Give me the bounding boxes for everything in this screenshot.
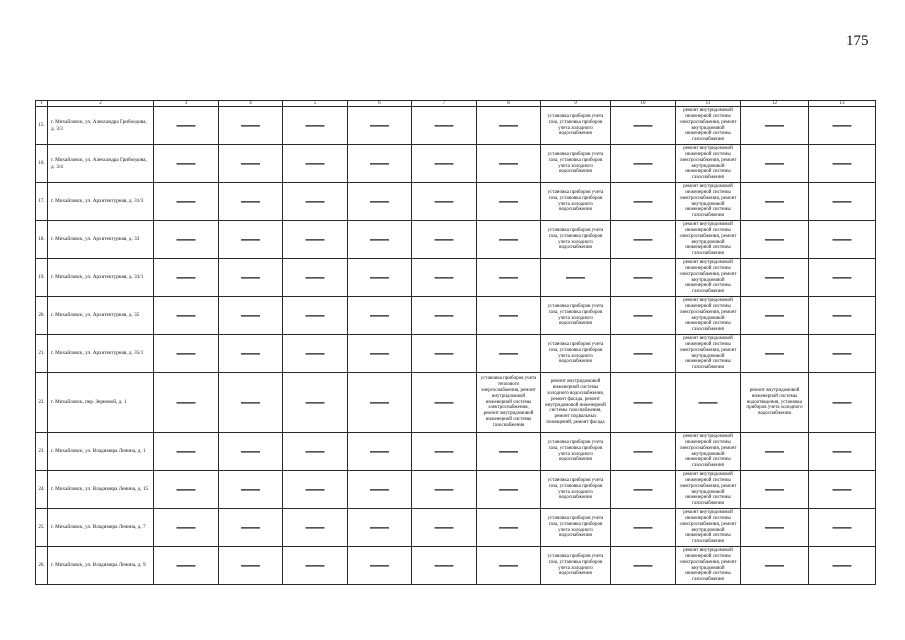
row-number: 25. xyxy=(36,509,48,547)
empty-dash-cell: — xyxy=(741,297,809,335)
work-description-cell: ремонт внутридомовой инженерной системы электроснабжения, ремонт внутридомовой инженерной системы газоснабжения xyxy=(676,335,741,373)
address-cell: г. Михайловск, пер. Зерновой, д. 1 xyxy=(48,373,154,433)
work-description-cell: ремонт внутридомовой инженерной системы электроснабжения, ремонт внутридомовой инженерной системы газоснабжения xyxy=(676,183,741,221)
address-cell: г. Михайловск, ул. Владимира Ленина, д. 1 xyxy=(48,433,154,471)
empty-dash-cell: — xyxy=(809,547,876,585)
address-cell: г. Михайловск, ул. Александра Грибоедова, д. 3/4 xyxy=(48,145,154,183)
empty-dash-cell: — xyxy=(611,259,676,297)
empty-dash-cell: — xyxy=(154,259,219,297)
empty-dash-cell: — xyxy=(348,297,412,335)
empty-dash-cell: — xyxy=(412,297,477,335)
works-table xyxy=(35,100,876,585)
empty-dash-cell: — xyxy=(412,433,477,471)
table-row xyxy=(36,335,876,373)
empty-dash-cell: — xyxy=(154,335,219,373)
empty-dash-cell: — xyxy=(809,145,876,183)
empty-dash-cell: — xyxy=(412,145,477,183)
column-header-2: 2 xyxy=(48,101,154,107)
empty-dash-cell: — xyxy=(477,433,541,471)
empty-dash-cell: — xyxy=(348,547,412,585)
empty-dash-cell: — xyxy=(283,145,348,183)
empty-dash-cell: — xyxy=(219,107,283,145)
empty-dash-cell: — xyxy=(154,107,219,145)
empty-dash-cell: — xyxy=(611,433,676,471)
work-description-cell: ремонт внутридомовой инженерной системы электроснабжения, ремонт внутридомовой инженерной системы газоснабжения xyxy=(676,259,741,297)
address-cell: г. Михайловск, ул. Владимира Ленина, д. 7 xyxy=(48,509,154,547)
empty-dash-cell: — xyxy=(154,471,219,509)
empty-dash-cell: — xyxy=(219,433,283,471)
empty-dash-cell: — xyxy=(741,259,809,297)
row-number: 23. xyxy=(36,433,48,471)
row-number: 21. xyxy=(36,335,48,373)
empty-dash-cell: — xyxy=(283,509,348,547)
empty-dash-cell: — xyxy=(611,183,676,221)
empty-dash-cell: — xyxy=(477,509,541,547)
empty-dash-cell: — xyxy=(477,547,541,585)
empty-dash-cell: — xyxy=(283,107,348,145)
empty-dash-cell: — xyxy=(611,145,676,183)
empty-dash-cell: — xyxy=(154,183,219,221)
empty-dash-cell: — xyxy=(809,509,876,547)
empty-dash-cell: — xyxy=(283,297,348,335)
column-header-11: 11 xyxy=(676,101,741,107)
address-cell: г. Михайловск, ул. Владимира Ленина, д. 9 xyxy=(48,547,154,585)
empty-dash-cell: — xyxy=(611,471,676,509)
empty-dash-cell: — xyxy=(541,259,611,297)
column-header-4: 4 xyxy=(219,101,283,107)
empty-dash-cell: — xyxy=(219,145,283,183)
address-cell: г. Михайловск, ул. Архитектурная, д. 35 xyxy=(48,297,154,335)
work-description-cell: ремонт внутридомовой инженерной системы электроснабжения, ремонт внутридомовой инженерной системы газоснабжения xyxy=(676,547,741,585)
work-description-cell: ремонт внутридомовой инженерной системы водоотведения, установка приборов учета холодного водоснабжения xyxy=(741,373,809,433)
empty-dash-cell: — xyxy=(348,433,412,471)
empty-dash-cell: — xyxy=(477,335,541,373)
column-header-12: 12 xyxy=(741,101,809,107)
empty-dash-cell: — xyxy=(809,471,876,509)
work-description-cell: установка приборов учета газа, установка приборов учета холодного водоснабжения xyxy=(541,547,611,585)
work-description-cell: установка приборов учета теплового энергоснабжения, ремонт внутридомовой инженерной системы электроснабжения, ремонт внутридомовой инженерной системы газоснабжения xyxy=(477,373,541,433)
empty-dash-cell: — xyxy=(154,547,219,585)
empty-dash-cell: — xyxy=(412,221,477,259)
row-number: 17. xyxy=(36,183,48,221)
empty-dash-cell: — xyxy=(477,107,541,145)
work-description-cell: установка приборов учета газа, установка приборов учета холодного водоснабжения xyxy=(541,509,611,547)
empty-dash-cell: — xyxy=(809,221,876,259)
work-description-cell: ремонт внутридомовой инженерной системы электроснабжения, ремонт внутридомовой инженерной системы газоснабжения xyxy=(676,107,741,145)
empty-dash-cell: — xyxy=(809,433,876,471)
table-row xyxy=(36,471,876,509)
empty-dash-cell: — xyxy=(219,183,283,221)
table-row xyxy=(36,259,876,297)
empty-dash-cell: — xyxy=(412,183,477,221)
empty-dash-cell: — xyxy=(741,509,809,547)
column-header-7: 7 xyxy=(412,101,477,107)
empty-dash-cell: — xyxy=(477,183,541,221)
empty-dash-cell: — xyxy=(412,107,477,145)
empty-dash-cell: — xyxy=(283,471,348,509)
table-row xyxy=(36,107,876,145)
empty-dash-cell: — xyxy=(741,145,809,183)
column-header-9: 9 xyxy=(541,101,611,107)
empty-dash-cell: — xyxy=(611,335,676,373)
work-description-cell: ремонт внутридомовой инженерной системы электроснабжения, ремонт внутридомовой инженерной системы газоснабжения xyxy=(676,145,741,183)
empty-dash-cell: — xyxy=(477,145,541,183)
address-cell: г. Михайловск, ул. Архитектурная, д. 33 xyxy=(48,221,154,259)
table-row xyxy=(36,509,876,547)
empty-dash-cell: — xyxy=(477,471,541,509)
empty-dash-cell: — xyxy=(348,259,412,297)
work-description-cell: ремонт внутридомовой инженерной системы электроснабжения, ремонт внутридомовой инженерной системы газоснабжения xyxy=(676,509,741,547)
empty-dash-cell: — xyxy=(219,221,283,259)
empty-dash-cell: — xyxy=(412,547,477,585)
table-row xyxy=(36,433,876,471)
empty-dash-cell: — xyxy=(283,259,348,297)
table-row xyxy=(36,145,876,183)
page-number: 175 xyxy=(846,33,869,49)
empty-dash-cell: — xyxy=(611,221,676,259)
table-row xyxy=(36,297,876,335)
empty-dash-cell: — xyxy=(809,335,876,373)
empty-dash-cell: — xyxy=(676,373,741,433)
row-number: 16. xyxy=(36,145,48,183)
empty-dash-cell: — xyxy=(283,433,348,471)
column-header-6: 6 xyxy=(348,101,412,107)
empty-dash-cell: — xyxy=(412,335,477,373)
work-description-cell: ремонт внутридомовой инженерной системы электроснабжения, ремонт внутридомовой инженерной системы газоснабжения xyxy=(676,433,741,471)
empty-dash-cell: — xyxy=(154,145,219,183)
row-number: 20. xyxy=(36,297,48,335)
column-header-8: 8 xyxy=(477,101,541,107)
table-row xyxy=(36,547,876,585)
empty-dash-cell: — xyxy=(348,145,412,183)
address-cell: г. Михайловск, ул. Архитектурная, д. 35/1 xyxy=(48,335,154,373)
work-description-cell: установка приборов учета газа, установка приборов учета холодного водоснабжения xyxy=(541,433,611,471)
empty-dash-cell: — xyxy=(412,509,477,547)
work-description-cell: установка приборов учета газа, установка приборов учета холодного водоснабжения xyxy=(541,471,611,509)
empty-dash-cell: — xyxy=(611,547,676,585)
work-description-cell: ремонт внутридомовой инженерной системы электроснабжения, ремонт внутридомовой инженерной системы газоснабжения xyxy=(676,297,741,335)
row-number: 26. xyxy=(36,547,48,585)
empty-dash-cell: — xyxy=(477,221,541,259)
empty-dash-cell: — xyxy=(348,509,412,547)
work-description-cell: ремонт внутридомовой инженерной системы электроснабжения, ремонт внутридомовой инженерной системы газоснабжения xyxy=(676,221,741,259)
empty-dash-cell: — xyxy=(809,107,876,145)
table-row xyxy=(36,183,876,221)
empty-dash-cell: — xyxy=(611,509,676,547)
empty-dash-cell: — xyxy=(283,547,348,585)
row-number: 15. xyxy=(36,107,48,145)
empty-dash-cell: — xyxy=(611,373,676,433)
address-cell: г. Михайловск, ул. Архитектурная, д. 31/3 xyxy=(48,183,154,221)
work-description-cell: установка приборов учета газа, установка приборов учета холодного водоснабжения xyxy=(541,221,611,259)
table-row xyxy=(36,373,876,433)
empty-dash-cell: — xyxy=(219,471,283,509)
row-number: 18. xyxy=(36,221,48,259)
empty-dash-cell: — xyxy=(348,221,412,259)
empty-dash-cell: — xyxy=(154,509,219,547)
empty-dash-cell: — xyxy=(741,471,809,509)
empty-dash-cell: — xyxy=(219,509,283,547)
column-header-10: 10 xyxy=(611,101,676,107)
address-cell: г. Михайловск, ул. Александра Грибоедова, д. 3/3 xyxy=(48,107,154,145)
empty-dash-cell: — xyxy=(219,547,283,585)
empty-dash-cell: — xyxy=(809,259,876,297)
row-number: 24. xyxy=(36,471,48,509)
empty-dash-cell: — xyxy=(154,373,219,433)
empty-dash-cell: — xyxy=(412,373,477,433)
empty-dash-cell: — xyxy=(741,335,809,373)
empty-dash-cell: — xyxy=(741,221,809,259)
works-table-container xyxy=(35,100,875,585)
column-header-13: 13 xyxy=(809,101,876,107)
work-description-cell: установка приборов учета газа, установка приборов учета холодного водоснабжения xyxy=(541,183,611,221)
empty-dash-cell: — xyxy=(741,433,809,471)
empty-dash-cell: — xyxy=(741,547,809,585)
row-number: 22. xyxy=(36,373,48,433)
empty-dash-cell: — xyxy=(348,471,412,509)
column-header-3: 3 xyxy=(154,101,219,107)
empty-dash-cell: — xyxy=(283,335,348,373)
empty-dash-cell: — xyxy=(477,297,541,335)
empty-dash-cell: — xyxy=(477,259,541,297)
empty-dash-cell: — xyxy=(348,335,412,373)
column-header-5: 5 xyxy=(283,101,348,107)
table-row xyxy=(36,221,876,259)
empty-dash-cell: — xyxy=(219,259,283,297)
empty-dash-cell: — xyxy=(412,471,477,509)
address-cell: г. Михайловск, ул. Архитектурная, д. 33/1 xyxy=(48,259,154,297)
work-description-cell: ремонт внутридомовой инженерной системы холодного водоснабжения, ремонт фасада, ремонт внутридомовой инженерной системы газоснабжения, ремонт подвальных помещений, ремонт фасада xyxy=(541,373,611,433)
empty-dash-cell: — xyxy=(348,107,412,145)
empty-dash-cell: — xyxy=(741,107,809,145)
work-description-cell: установка приборов учета газа, установка приборов учета холодного водоснабжения xyxy=(541,335,611,373)
empty-dash-cell: — xyxy=(809,183,876,221)
empty-dash-cell: — xyxy=(741,183,809,221)
empty-dash-cell: — xyxy=(219,335,283,373)
empty-dash-cell: — xyxy=(283,183,348,221)
empty-dash-cell: — xyxy=(219,297,283,335)
work-description-cell: установка приборов учета газа, установка приборов учета холодного водоснабжения xyxy=(541,107,611,145)
empty-dash-cell: — xyxy=(154,221,219,259)
work-description-cell: установка приборов учета газа, установка приборов учета холодного водоснабжения xyxy=(541,145,611,183)
empty-dash-cell: — xyxy=(283,373,348,433)
work-description-cell: ремонт внутридомовой инженерной системы электроснабжения, ремонт внутридомовой инженерной системы газоснабжения xyxy=(676,471,741,509)
empty-dash-cell: — xyxy=(154,297,219,335)
empty-dash-cell: — xyxy=(412,259,477,297)
row-number: 19. xyxy=(36,259,48,297)
empty-dash-cell: — xyxy=(348,373,412,433)
column-header-1: 1 xyxy=(36,101,48,107)
empty-dash-cell: — xyxy=(611,297,676,335)
empty-dash-cell: — xyxy=(283,221,348,259)
empty-dash-cell: — xyxy=(809,297,876,335)
empty-dash-cell: — xyxy=(219,373,283,433)
empty-dash-cell: — xyxy=(348,183,412,221)
address-cell: г. Михайловск, ул. Владимира Ленина, д. 15 xyxy=(48,471,154,509)
work-description-cell: установка приборов учета газа, установка приборов учета холодного водоснабжения xyxy=(541,297,611,335)
table-body xyxy=(36,107,876,585)
empty-dash-cell: — xyxy=(154,433,219,471)
empty-dash-cell: — xyxy=(611,107,676,145)
empty-dash-cell: — xyxy=(809,373,876,433)
